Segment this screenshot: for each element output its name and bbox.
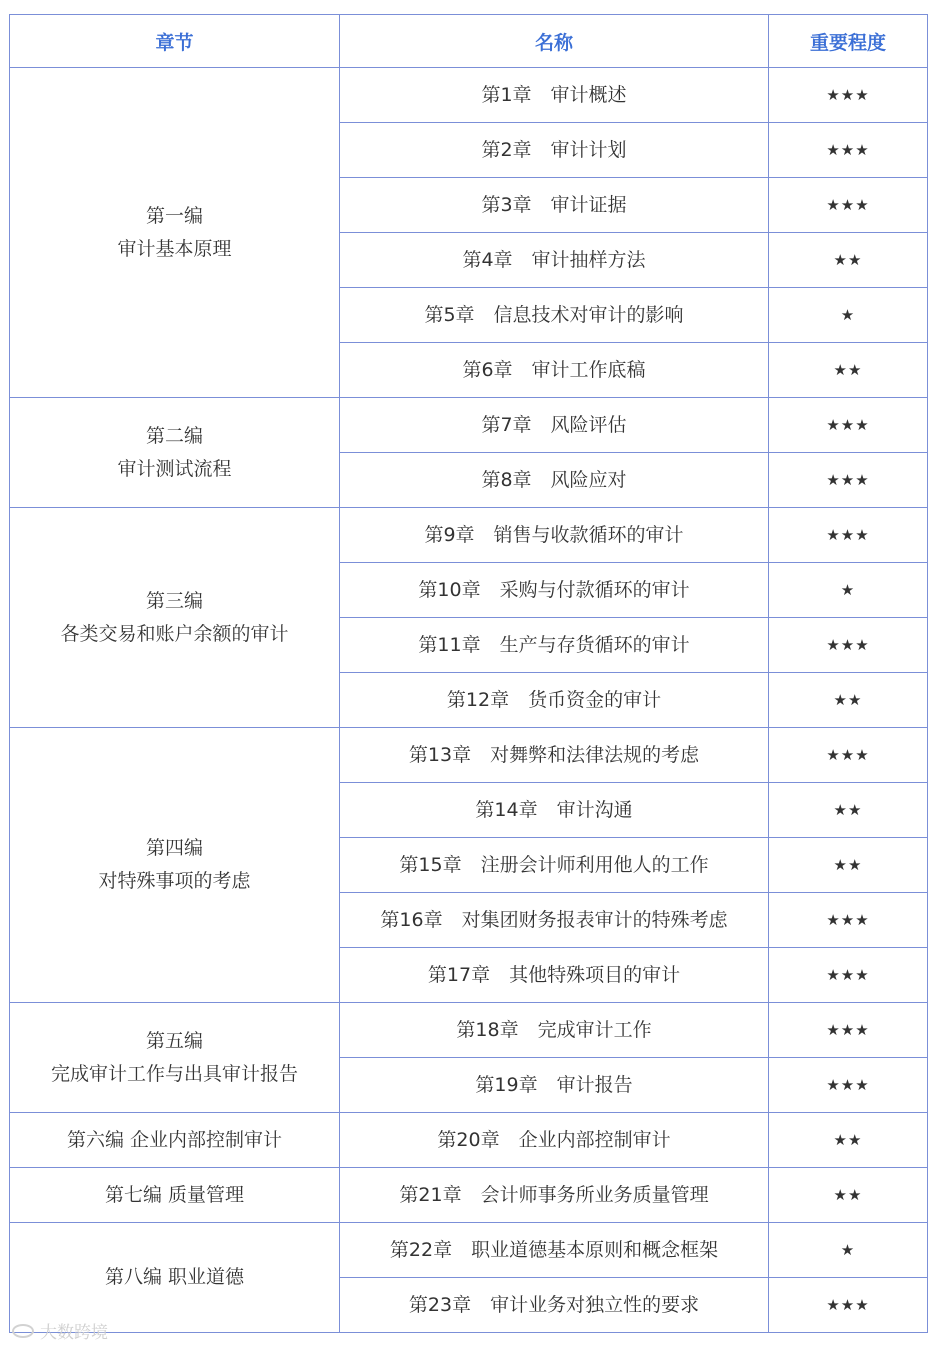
- chapter-name: 第2章 审计计划: [340, 123, 769, 178]
- chapter-name: 第17章 其他特殊项目的审计: [340, 948, 769, 1003]
- chapter-name: 第15章 注册会计师利用他人的工作: [340, 838, 769, 893]
- chapter-name: 第5章 信息技术对审计的影响: [340, 288, 769, 343]
- table-row: [10, 1223, 928, 1278]
- section-subtitle: 对特殊事项的考虑: [98, 870, 251, 892]
- table-row: [10, 508, 928, 563]
- chapter-name: 第19章 审计报告: [340, 1058, 769, 1113]
- section-cell: [10, 1113, 340, 1168]
- importance-stars: ★★★: [769, 1058, 928, 1113]
- section-cell: [10, 1003, 340, 1113]
- section-cell: [10, 508, 340, 728]
- table-row: [10, 728, 928, 783]
- importance-stars: ★★★: [769, 68, 928, 123]
- importance-stars: ★★★: [769, 893, 928, 948]
- importance-stars: ★★: [769, 343, 928, 398]
- watermark-logo-icon: [12, 1324, 34, 1338]
- section-cell: [10, 398, 340, 508]
- header-row: [10, 15, 928, 68]
- section-cell: [10, 1223, 340, 1333]
- section-cell: [10, 728, 340, 1003]
- section-cell: [10, 68, 340, 398]
- table-row: [10, 68, 928, 123]
- table-row: [10, 1003, 928, 1058]
- watermark-text: 大数跨境: [40, 1323, 108, 1343]
- watermark: [12, 1318, 108, 1343]
- section-title: 第八编 职业道德: [104, 1266, 245, 1288]
- section-title: 第六编 企业内部控制审计: [66, 1128, 283, 1151]
- importance-stars: ★★★: [769, 123, 928, 178]
- importance-stars: ★★: [769, 673, 928, 728]
- section-title: 第三编: [145, 589, 203, 612]
- chapter-name: 第16章 对集团财务报表审计的特殊考虑: [340, 893, 769, 948]
- section-subtitle: 各类交易和账户余额的审计: [60, 622, 289, 645]
- section-title: 第一编: [145, 204, 203, 227]
- importance-stars: ★★★: [769, 618, 928, 673]
- chapter-name: 第13章 对舞弊和法律法规的考虑: [340, 728, 769, 783]
- importance-stars: ★★★: [769, 453, 928, 508]
- chapter-name: 第11章 生产与存货循环的审计: [340, 618, 769, 673]
- importance-stars: ★★★: [769, 1278, 928, 1333]
- importance-stars: ★★★: [769, 948, 928, 1003]
- importance-stars: ★: [769, 288, 928, 343]
- section-subtitle: 审计测试流程: [117, 457, 232, 480]
- section-title: 第七编 质量管理: [104, 1183, 245, 1206]
- section-title: 第五编: [145, 1029, 203, 1052]
- chapter-name: 第6章 审计工作底稿: [340, 343, 769, 398]
- importance-stars: ★★★: [769, 178, 928, 233]
- chapter-name: 第22章 职业道德基本原则和概念框架: [340, 1223, 769, 1278]
- chapter-importance-table: [9, 14, 928, 1333]
- section-subtitle: 审计基本原理: [117, 237, 232, 260]
- section-title: 第四编: [145, 837, 203, 859]
- section-cell: [10, 1168, 340, 1223]
- chapter-name: 第20章 企业内部控制审计: [340, 1113, 769, 1168]
- chapter-name: 第3章 审计证据: [340, 178, 769, 233]
- importance-stars: ★★: [769, 838, 928, 893]
- chapter-name: 第12章 货币资金的审计: [340, 673, 769, 728]
- chapter-name: 第14章 审计沟通: [340, 783, 769, 838]
- section-title: 第二编: [145, 424, 203, 447]
- chapter-name: 第21章 会计师事务所业务质量管理: [340, 1168, 769, 1223]
- importance-stars: ★★: [769, 233, 928, 288]
- table-body: [10, 68, 928, 1333]
- chapter-name: 第8章 风险应对: [340, 453, 769, 508]
- section-subtitle: 完成审计工作与出具审计报告: [50, 1062, 298, 1085]
- header-name: 名称: [340, 15, 769, 68]
- importance-stars: ★: [769, 563, 928, 618]
- importance-stars: ★: [769, 1223, 928, 1278]
- importance-stars: ★★★: [769, 728, 928, 783]
- chapter-name: 第10章 采购与付款循环的审计: [340, 563, 769, 618]
- header-importance: 重要程度: [769, 15, 928, 68]
- importance-stars: ★★★: [769, 398, 928, 453]
- chapter-name: 第18章 完成审计工作: [340, 1003, 769, 1058]
- chapter-name: 第23章 审计业务对独立性的要求: [340, 1278, 769, 1333]
- importance-stars: ★★: [769, 1168, 928, 1223]
- importance-stars: ★★★: [769, 1003, 928, 1058]
- table-row: [10, 1168, 928, 1223]
- chapter-name: 第1章 审计概述: [340, 68, 769, 123]
- importance-stars: ★★: [769, 783, 928, 838]
- table-row: [10, 398, 928, 453]
- table-row: [10, 1113, 928, 1168]
- chapter-name: 第9章 销售与收款循环的审计: [340, 508, 769, 563]
- chapter-name: 第4章 审计抽样方法: [340, 233, 769, 288]
- chapter-name: 第7章 风险评估: [340, 398, 769, 453]
- importance-stars: ★★★: [769, 508, 928, 563]
- importance-stars: ★★: [769, 1113, 928, 1168]
- header-section: 章节: [10, 15, 340, 68]
